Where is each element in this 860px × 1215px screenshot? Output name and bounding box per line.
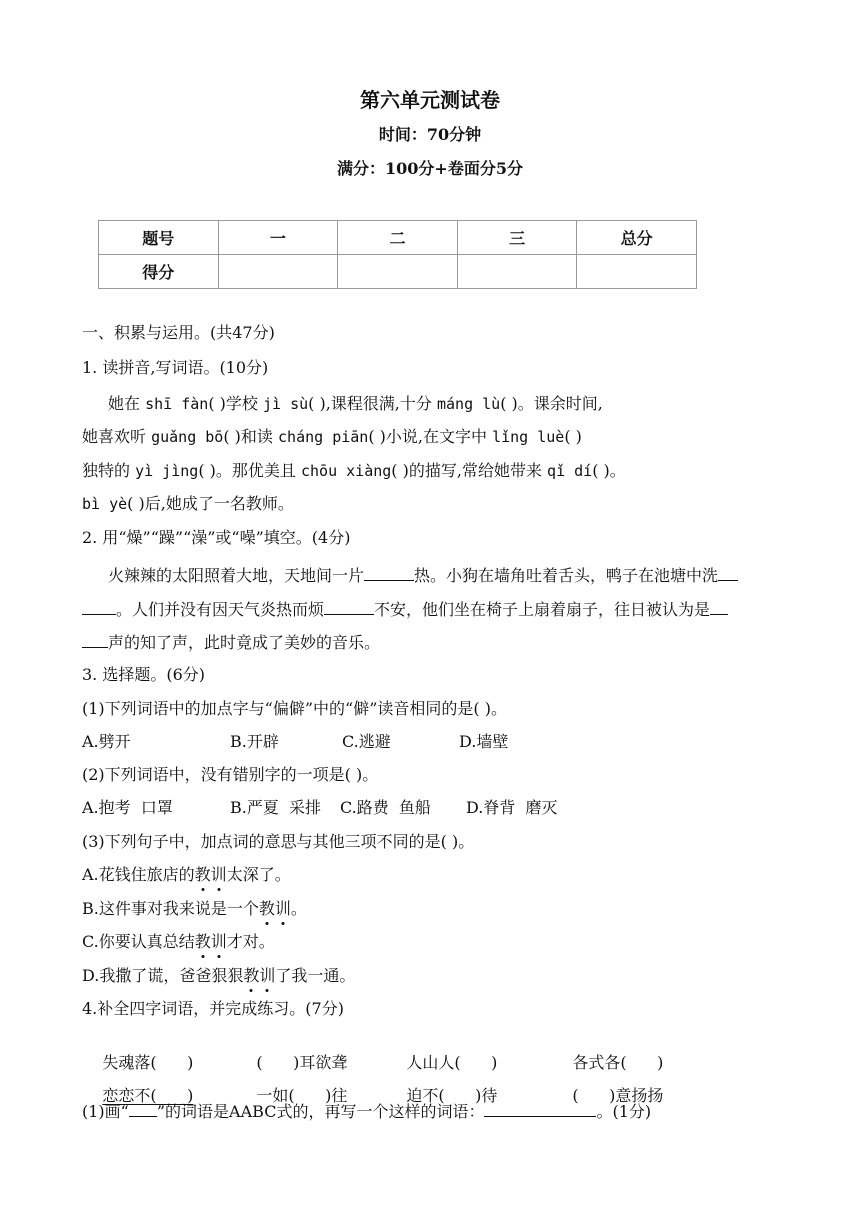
idiom-item[interactable]: 各式各( ) — [572, 1053, 664, 1072]
option-c[interactable]: C.你要认真总结教训才对。 — [82, 932, 275, 951]
option-d[interactable]: D.我撒了谎，爸爸狠狠教训了我一通。 — [82, 966, 356, 985]
idiom-item[interactable]: ( )意扬扬 — [572, 1086, 664, 1105]
emphasis-dot-char: 教 — [258, 899, 275, 918]
idiom-item[interactable]: ( )耳欲聋 — [256, 1053, 348, 1072]
emphasis-dot-char: 训 — [210, 865, 227, 884]
option-b[interactable]: B.这件事对我来说是一个教训。 — [82, 899, 307, 918]
emphasis-dot-char: 教 — [194, 865, 211, 884]
option-d[interactable]: D.脊背 磨灭 — [466, 798, 558, 817]
blank-line[interactable] — [710, 598, 728, 615]
score-cell: 总分 — [577, 221, 697, 255]
score-table — [98, 220, 697, 289]
idiom-item[interactable]: 恋恋不( ) — [102, 1086, 194, 1105]
score-cell: 一 — [218, 221, 338, 255]
answer-blank[interactable] — [484, 1100, 596, 1117]
question-1-line: 她在 shī fàn( )学校 jì sù( ),课程很满,十分 máng lù( )。课余时间, — [108, 394, 603, 413]
option-b[interactable]: B.开辟 — [230, 732, 279, 751]
score-table-score-row — [99, 255, 697, 289]
option-c[interactable]: C.逃避 — [342, 732, 391, 751]
blank-line[interactable] — [82, 631, 108, 648]
score-table-header-row — [99, 221, 697, 255]
question-1-line: bì yè( )后,她成了一名教师。 — [82, 494, 294, 513]
emphasis-dot-char: 训 — [210, 932, 227, 951]
score-cell: 题号 — [99, 221, 219, 255]
idiom-item[interactable]: 失魂落( ) — [102, 1053, 194, 1072]
option-c[interactable]: C.路费 鱼船 — [340, 798, 431, 817]
option-d[interactable]: D.墙壁 — [459, 732, 509, 751]
question-3-sub-2: (2)下列词语中，没有错别字的一项是( )。 — [82, 765, 379, 784]
blank-line[interactable] — [364, 564, 414, 581]
score-cell: 二 — [338, 221, 458, 255]
idiom-item[interactable]: 人山人( ) — [406, 1053, 498, 1072]
emphasis-dot-char: 训 — [259, 966, 276, 985]
emphasis-dot-char: 教 — [243, 966, 260, 985]
section-heading: 一、积累与运用。(共47分) — [82, 323, 275, 342]
idiom-item[interactable]: 迫不( )待 — [406, 1086, 498, 1105]
option-a[interactable]: A.劈开 — [82, 732, 131, 751]
underline-sample — [129, 1100, 157, 1117]
blank-line[interactable] — [718, 564, 738, 581]
question-4-title: 4.补全四字词语，并完成练习。(7分) — [82, 999, 344, 1018]
emphasis-dot-char: 教 — [194, 932, 211, 951]
blank-line[interactable] — [324, 598, 374, 615]
blank-line[interactable] — [82, 598, 116, 615]
question-3-options-2 — [82, 798, 782, 818]
question-2-line: 火辣辣的太阳照着大地，天地间一片 热。小狗在墙角吐着舌头，鸭子在池塘中洗 — [82, 564, 808, 586]
question-1-line: 她喜欢听 guǎng bō( )和读 cháng piān( )小说,在文字中 lǐng luè( ) — [82, 427, 582, 446]
exam-time: 时间：70分钟 — [378, 125, 482, 144]
emphasis-dot-char: 训 — [274, 899, 291, 918]
score-cell: 得分 — [99, 255, 219, 289]
question-4-sub-1: (1)画“ ”的词语是AABC式的，再写一个这样的词语： 。(1分) — [82, 1102, 652, 1121]
question-2-title: 2. 用“燥”“躁”“澡”或“噪”填空。(4分) — [82, 528, 351, 547]
page-title: 第六单元测试卷 — [360, 88, 500, 112]
idiom-item[interactable]: 一如( )往 — [256, 1086, 348, 1105]
question-1-title: 1. 读拼音,写词语。(10分) — [82, 358, 269, 377]
question-3-title: 3. 选择题。(6分) — [82, 665, 206, 684]
question-2-line: 。人们并没有因天气炎热而烦 不安，他们坐在椅子上扇着扇子，往日被认为是 — [82, 598, 782, 620]
option-b[interactable]: B.严夏 采排 — [230, 798, 322, 817]
question-3-options-1 — [82, 732, 782, 752]
question-3-sub-3: (3)下列句子中，加点词的意思与其他三项不同的是( )。 — [82, 832, 475, 851]
option-a[interactable]: A.花钱住旅店的教训太深了。 — [82, 865, 291, 884]
full-score: 满分：100分+卷面分5分 — [337, 159, 523, 178]
option-a[interactable]: A.抱考 口罩 — [82, 798, 173, 817]
score-cell: 三 — [457, 221, 577, 255]
question-2-line: 声的知了声，此时竟成了美妙的音乐。 — [82, 631, 782, 653]
score-input-cell[interactable] — [218, 255, 338, 289]
score-input-cell[interactable] — [577, 255, 697, 289]
score-input-cell[interactable] — [457, 255, 577, 289]
question-1-line: 独特的 yì jìng( )。那优美且 chōu xiàng( )的描写,常给她带来 qǐ dí( )。 — [82, 461, 626, 480]
score-input-cell[interactable] — [338, 255, 458, 289]
question-3-sub-1: (1)下列词语中的加点字与“偏僻”中的“僻”读音相同的是( )。 — [82, 699, 507, 718]
